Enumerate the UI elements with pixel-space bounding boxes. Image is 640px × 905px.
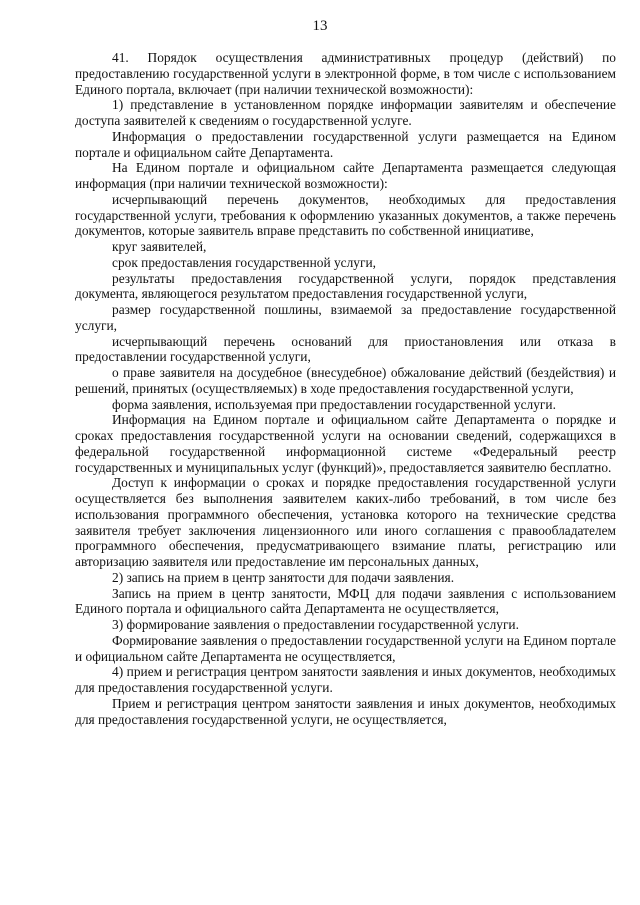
- paragraph: результаты предоставления государственной услуги, порядок представления документа, являющегося результатом предоставления государственной услуги,: [75, 270, 616, 302]
- paragraph: размер государственной пошлины, взимаемой за предоставление государственной услуги,: [75, 302, 616, 333]
- paragraph: Информация на Едином портале и официальном сайте Департамента о порядке и сроках предоставления государственной услуги на основании сведений, содержащихся в федеральной государственной информационной системе «Федеральный реестр государственных и муниципальных услуг (функций)», предоставляется заявителю бесплатно.: [75, 412, 616, 475]
- paragraph: 41. Порядок осуществления административных процедур (действий) по предоставлению государственной услуги в электронной форме, в том числе с использованием Единого портала, включает (при наличии технической возможности):: [75, 50, 616, 97]
- paragraph: круг заявителей,: [112, 239, 207, 254]
- page-number: 13: [312, 18, 328, 34]
- paragraph: Запись на прием в центр занятости, МФЦ для подачи заявления с использованием Единого портала и официального сайта Департамента не осуществляется,: [75, 585, 616, 617]
- paragraph: 3) формирование заявления о предоставлении государственной услуги.: [112, 617, 519, 632]
- paragraph: На Едином портале и официальном сайте Департамента размещается следующая информация (при наличии технической возможности):: [75, 160, 616, 191]
- paragraph: Доступ к информации о сроках и порядке предоставления государственной услуги осуществляется без выполнения заявителем каких-либо требований, в том числе без использования программного обеспечения, установка которого на технические средства заявителя требует заключения лицензионного или иного соглашения с правообладателем программного обеспечения, предусматривающего взимание платы, регистрацию или авторизацию заявителя или предоставление им персональных данных,: [75, 475, 616, 569]
- paragraph: Прием и регистрация центром занятости заявления и иных документов, необходимых для предоставления государственной услуги, не осуществляется,: [75, 695, 616, 727]
- document-body: [75, 50, 616, 727]
- paragraph: о праве заявителя на досудебное (внесудебное) обжалование действий (бездействия) и решений, принятых (осуществляемых) в ходе предоставления государственной услуги,: [75, 365, 616, 396]
- paragraph: 4) прием и регистрация центром занятости заявления и иных документов, необходимых для предоставления государственной услуги.: [75, 664, 616, 695]
- paragraph: 2) запись на прием в центр занятости для подачи заявления.: [112, 569, 455, 585]
- paragraph: форма заявления, используемая при предоставлении государственной услуги.: [112, 396, 556, 412]
- paragraph: исчерпывающий перечень оснований для приостановления или отказа в предоставлении государственной услуги,: [75, 333, 616, 365]
- paragraph: Формирование заявления о предоставлении государственной услуги на Едином портале и официальном сайте Департамента не осуществляется,: [75, 632, 616, 664]
- paragraph: срок предоставления государственной услуги,: [112, 254, 376, 270]
- paragraph: исчерпывающий перечень документов, необходимых для предоставления государственной услуги, требования к оформлению указанных документов, а также перечень документов, которые заявитель вправе представить по собственной инициативе,: [75, 191, 616, 239]
- paragraph: Информация о предоставлении государственной услуги размещается на Едином портале и официальном сайте Департамента.: [75, 128, 616, 160]
- paragraph: 1) представление в установленном порядке информации заявителям и обеспечение доступа заявителей к сведениям о государственной услуге.: [75, 97, 616, 128]
